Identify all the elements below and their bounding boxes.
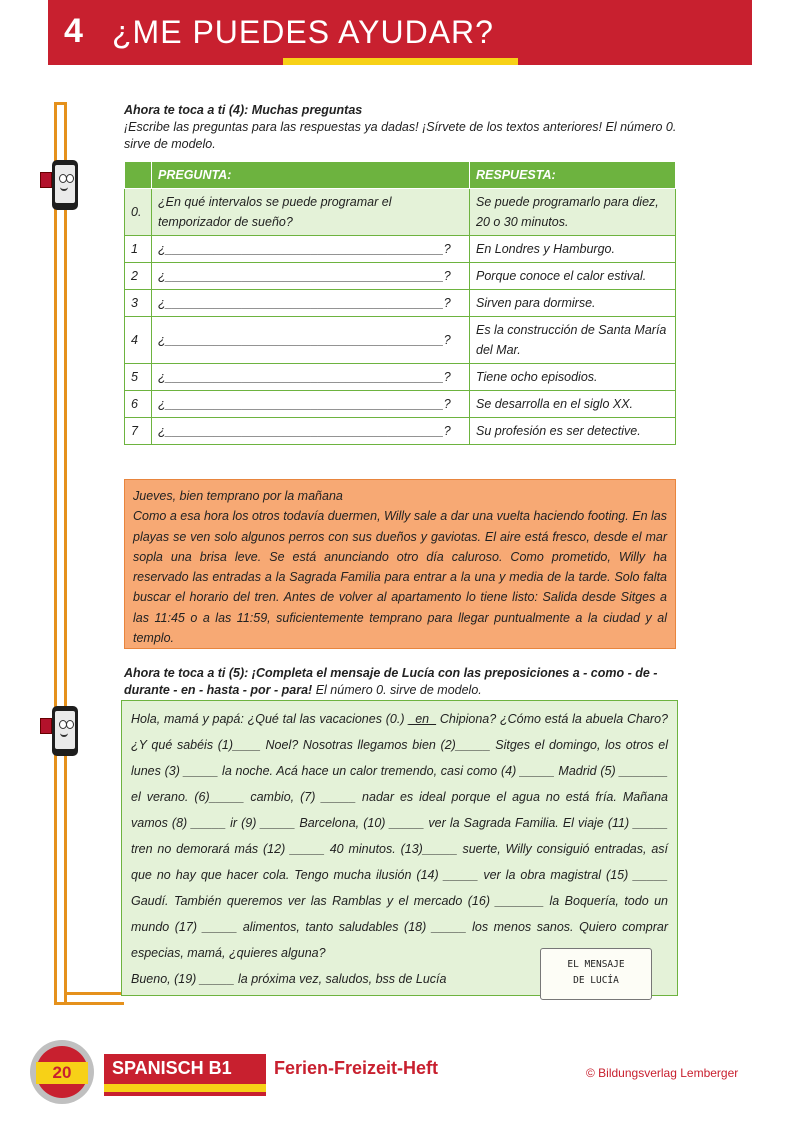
frame-bottom-outer	[54, 1002, 124, 1005]
header-yellow-stripe	[283, 58, 518, 65]
answer-cell: Sirven para dormirse.	[470, 290, 676, 317]
phone-mascot-icon	[52, 706, 78, 756]
row-number: 2	[125, 263, 152, 290]
answer-cell: Se desarrolla en el siglo XX.	[470, 391, 676, 418]
exercise5-instructions: El número 0. sirve de modelo.	[315, 683, 482, 697]
footer-yellow-band	[104, 1084, 266, 1092]
row-number: 6	[125, 391, 152, 418]
table-row	[125, 418, 676, 445]
answer-cell: Se puede programarlo para diez, 20 o 30 minutos.	[470, 189, 676, 236]
phone-mascot-icon	[52, 160, 78, 210]
question-blank[interactable]: ¿________________________________________?	[152, 290, 470, 317]
exercise5-title-text: Ahora te toca a ti (5): ¡Completa el mensaje de Lucía con las preposiciones a - como - de - durante - en - hasta - por - para!	[124, 666, 658, 697]
question-blank[interactable]: ¿________________________________________?	[152, 391, 470, 418]
question-blank[interactable]: ¿________________________________________?	[152, 418, 470, 445]
question-cell: ¿En qué intervalos se puede programar el temporizador de sueño?	[152, 189, 470, 236]
answer-cell: Su profesión es ser detective.	[470, 418, 676, 445]
series-label: SPANISCH B1	[112, 1058, 232, 1078]
scroll-label-line2: DE LUCÍA	[573, 975, 619, 986]
table-row	[125, 317, 676, 364]
row-number: 5	[125, 364, 152, 391]
header-num	[125, 162, 152, 189]
row-number: 1	[125, 236, 152, 263]
exercise5-title	[124, 665, 684, 699]
answer-cell: Porque conoce el calor estival.	[470, 263, 676, 290]
table-row	[125, 189, 676, 236]
chapter-number: 4	[64, 12, 83, 50]
page-number: 20	[52, 1063, 72, 1082]
question-blank[interactable]: ¿________________________________________?	[152, 236, 470, 263]
table-row	[125, 263, 676, 290]
story-text: Como a esa hora los otros todavía duermen, Willy sale a dar una vuelta haciendo footing. En las playas se ven solo algunos perros con sus dueños y gaviotas. El aire está fresco, desde el mar sopla una brisa leve. Se está anunciando otro día caluroso. Como prometido, Willy ha reservado las entradas a la Sagrada Familia para entrar a la una y media de la tarde. Solo falta buscar el horario del tren. Antes de volver al apartamento lo tiene listo: Salida desde Sitges a las 11:45 o a las 11:59, suficientemente temprano para llegar puntualmente a la ciudad y al templo.	[133, 509, 667, 646]
scroll-label-line1: EL MENSAJE	[567, 959, 625, 970]
questions-table	[124, 161, 676, 445]
table-row	[125, 290, 676, 317]
question-blank[interactable]: ¿________________________________________?	[152, 263, 470, 290]
exercise4-instructions: ¡Escribe las preguntas para las respuestas ya dadas! ¡Sírvete de los textos anteriores! El número 0. sirve de modelo.	[124, 120, 677, 151]
table-row	[125, 236, 676, 263]
frame-top	[54, 102, 66, 105]
model-answer: _en_	[408, 712, 437, 726]
frame-line-inner	[64, 102, 67, 1005]
header-answer: RESPUESTA:	[470, 162, 676, 189]
letter-closing[interactable]: Bueno, (19) _____ la próxima vez, saludos, bss de Lucía	[131, 972, 447, 986]
exercise4-title: Ahora te toca a ti (4): Muchas preguntas	[124, 103, 363, 117]
booklet-name: Ferien-Freizeit-Heft	[274, 1058, 439, 1078]
story-box	[124, 479, 676, 649]
question-blank[interactable]: ¿________________________________________?	[152, 317, 470, 364]
answer-cell: Tiene ocho episodios.	[470, 364, 676, 391]
row-number: 3	[125, 290, 152, 317]
chapter-title: ¿ME PUEDES AYUDAR?	[112, 14, 494, 50]
story-heading: Jueves, bien temprano por la mañana	[133, 489, 343, 503]
frame-line-outer	[54, 102, 57, 1005]
scroll-label	[540, 948, 652, 1000]
table-row	[125, 391, 676, 418]
footer-red-band-bottom	[104, 1092, 266, 1096]
copyright: © Bildungsverlag Lemberger	[586, 1066, 739, 1080]
question-blank[interactable]: ¿________________________________________?	[152, 364, 470, 391]
row-number: 7	[125, 418, 152, 445]
answer-cell: En Londres y Hamburgo.	[470, 236, 676, 263]
letter-text-start: Hola, mamá y papá: ¿Qué tal las vacaciones (0.)	[131, 712, 409, 726]
header-question: PREGUNTA:	[152, 162, 470, 189]
frame-bottom-inner	[64, 992, 124, 995]
row-number: 0.	[125, 189, 152, 236]
table-row	[125, 364, 676, 391]
row-number: 4	[125, 317, 152, 364]
answer-cell: Es la construcción de Santa María del Mar.	[470, 317, 676, 364]
letter-text-body[interactable]: Chipiona? ¿Cómo está la abuela Charo? ¿Y qué sabéis (1)____ Noel? Nosotras llegamos bien (2)_____ Sitges el domingo, los otros el lunes (3) _____ la noche. Acá hace un calor tremendo, casi como (4) _____ Madrid (5) _______ el verano. (6)_____ cambio, (7) _____ nadar es ideal porque el agua no está fría. Mañana vamos (8) _____ ir (9) _____ Barcelona, (10) _____ ver la Sagrada Familia. El viaje (11) _____ tren no demorará más (12) _____ 40 minutos. (13)_____ suerte, Willy consiguió entradas, así que no hay que hacer cola. Tengo mucha ilusión (14) _____ ver la obra magistral (15) _____ Gaudí. También queremos ver las Ramblas y el mercado (16) _______ la Boquería, todo un mundo (17) _____ alimentos, tanto saludables (18) _____ los menos sanos. Quiero comprar especias, mamá, ¿quieres alguna?	[131, 712, 668, 960]
